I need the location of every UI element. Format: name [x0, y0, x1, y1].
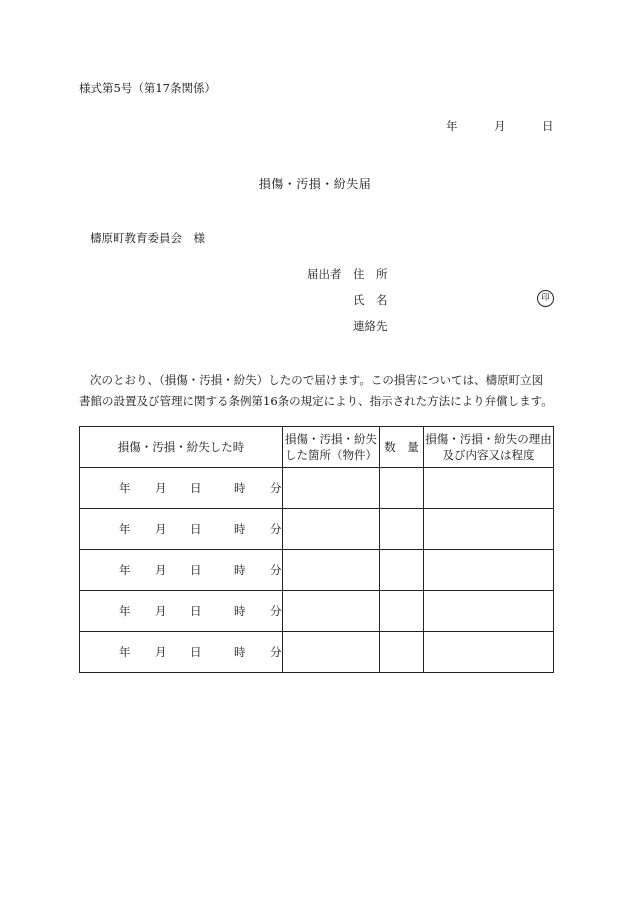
name-label: 氏 名 — [353, 293, 388, 307]
time-cell[interactable] — [80, 468, 283, 509]
time-unit-month: 月 — [155, 481, 167, 495]
location-cell[interactable] — [283, 591, 380, 632]
reason-cell[interactable] — [424, 550, 554, 591]
time-cell[interactable] — [80, 591, 283, 632]
table-row — [80, 509, 554, 550]
time-unit-day: 日 — [190, 645, 202, 659]
time-unit-minute: 分 — [270, 481, 282, 495]
table-row — [80, 468, 554, 509]
time-unit-month: 月 — [155, 522, 167, 536]
quantity-cell[interactable] — [380, 468, 424, 509]
time-cell[interactable] — [80, 509, 283, 550]
time-unit-hour: 時 — [234, 481, 246, 495]
applicant-label: 届出者 — [307, 267, 342, 281]
reason-cell[interactable] — [424, 509, 554, 550]
time-cell[interactable] — [80, 632, 283, 673]
addressee: 檮原町教育委員会 様 — [90, 231, 205, 245]
time-unit-year: 年 — [119, 522, 131, 536]
time-unit-month: 月 — [155, 645, 167, 659]
quantity-cell[interactable] — [380, 632, 424, 673]
date-line — [446, 118, 556, 134]
quantity-cell[interactable] — [380, 550, 424, 591]
time-unit-year: 年 — [119, 563, 131, 577]
table-row — [80, 550, 554, 591]
time-unit-hour: 時 — [234, 522, 246, 536]
time-unit-day: 日 — [190, 481, 202, 495]
declaration-text: 次のとおり、（損傷・汚損・紛失）したので届けます。この損害については、檮原町立図書館の設置及び管理に関する条例第16条の規定により、指示された方法により弁償します。 — [79, 373, 553, 408]
quantity-cell[interactable] — [380, 591, 424, 632]
quantity-cell[interactable] — [380, 509, 424, 550]
table-row — [80, 591, 554, 632]
location-cell[interactable] — [283, 632, 380, 673]
time-unit-year: 年 — [119, 604, 131, 618]
time-unit-hour: 時 — [234, 645, 246, 659]
location-cell[interactable] — [283, 550, 380, 591]
time-unit-minute: 分 — [270, 604, 282, 618]
time-unit-day: 日 — [190, 563, 202, 577]
time-unit-minute: 分 — [270, 522, 282, 536]
header-quantity: 数 量 — [380, 427, 424, 468]
reason-cell[interactable] — [424, 468, 554, 509]
table-row — [80, 632, 554, 673]
page-title: 損傷・汚損・紛失届 — [258, 177, 372, 191]
date-month-label: 月 — [494, 119, 506, 133]
reason-cell[interactable] — [424, 591, 554, 632]
time-unit-year: 年 — [119, 645, 131, 659]
contact-label: 連絡先 — [353, 319, 388, 333]
header-time: 損傷・汚損・紛失した時 — [80, 427, 283, 468]
time-unit-hour: 時 — [234, 604, 246, 618]
time-unit-minute: 分 — [270, 563, 282, 577]
time-unit-minute: 分 — [270, 645, 282, 659]
time-unit-hour: 時 — [234, 563, 246, 577]
header-reason: 損傷・汚損・紛失の理由及び内容又は程度 — [424, 427, 554, 468]
time-unit-month: 月 — [155, 604, 167, 618]
time-unit-year: 年 — [119, 481, 131, 495]
time-unit-day: 日 — [190, 522, 202, 536]
time-cell[interactable] — [80, 550, 283, 591]
address-label: 住 所 — [353, 267, 388, 281]
date-year-label: 年 — [446, 119, 458, 133]
time-unit-day: 日 — [190, 604, 202, 618]
damage-table — [79, 426, 554, 673]
header-location: 損傷・汚損・紛失した箇所（物件） — [283, 427, 380, 468]
form-number: 様式第5号（第17条関係） — [79, 81, 216, 95]
reason-cell[interactable] — [424, 632, 554, 673]
table-header-row — [80, 427, 554, 468]
seal-mark: 印 — [537, 290, 554, 307]
time-unit-month: 月 — [155, 563, 167, 577]
location-cell[interactable] — [283, 509, 380, 550]
location-cell[interactable] — [283, 468, 380, 509]
date-day-label: 日 — [542, 119, 554, 133]
